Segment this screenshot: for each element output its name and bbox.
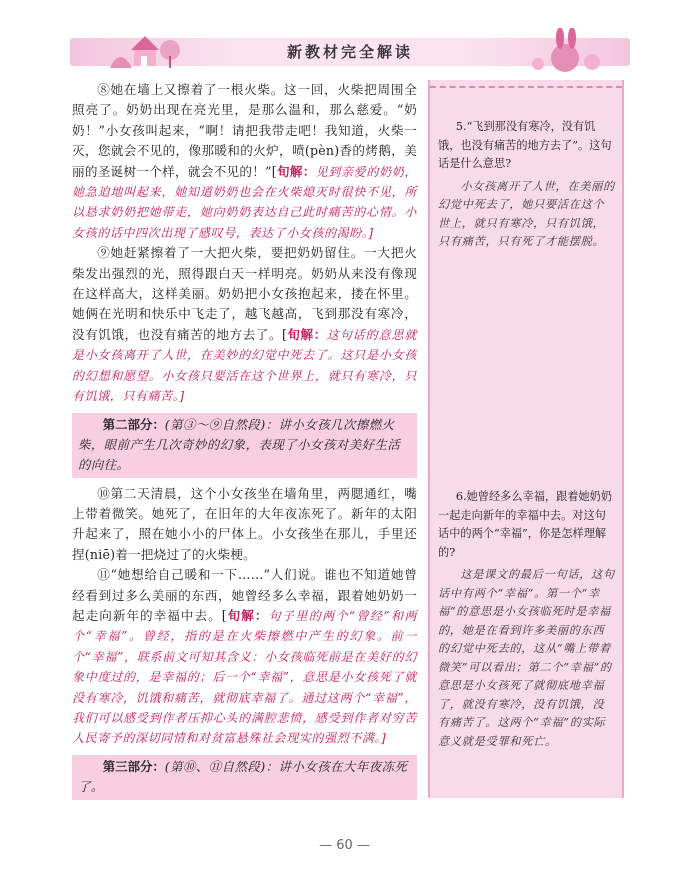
- answer-text: 小女孩离开了人世，在美丽的幻觉中死去了，她只要活在这个世上，就只有寒冷，只有饥饿，只有痛苦，只有死了才能摆脱。: [438, 179, 615, 248]
- page-header: [70, 28, 630, 74]
- annotation-label: 旬解：: [226, 607, 269, 623]
- paragraph-11: [72, 565, 417, 749]
- part-text: (第③～⑨自然段)：讲小女孩几次擦燃火柴，眼前产生几次奇妙的幻象，表现了小女孩对美好生活的向往。: [78, 416, 401, 472]
- paragraph-text: ⑨她赶紧擦着了一大把火柴，要把奶奶留住。一大把火柴发出强烈的光，照得跟白天一样明亮。奶奶从来没有像现在这样高大，这样美丽。奶奶把小女孩抱起来，搂在怀里。她俩在光明和快乐中飞走了，越飞越高，飞到那没有寒冷，没有饥饿，也没有痛苦的地方去了。[: [72, 245, 417, 342]
- part-label: 第二部分：: [102, 416, 165, 432]
- part-label: 第三部分：: [102, 758, 165, 774]
- part-two-summary: [72, 413, 417, 478]
- annotation-text: 这句话的意思就是小女孩离开了人世，在美妙的幻觉中死去了。这只是小女孩的幻想和愿望。小女孩只要活在这个世界上，就只有寒冷，只有饥饿，只有痛苦。]: [72, 327, 417, 404]
- sidebar-dashed-divider: [430, 86, 622, 88]
- sidebar-question-6: [438, 488, 616, 751]
- part-text: (第⑩、⑪自然段)：讲小女孩在大年夜冻死了。: [78, 758, 408, 794]
- annotation-label: 旬解：: [287, 326, 327, 342]
- page-number: — 60 —: [319, 838, 370, 853]
- annotation-text: 句子里的两个“曾经”和两个“幸福”。曾经，指的是在火柴擦燃中产生的幻象。前一个“幸福”，联系前文可知其含义：小女孩临死前是在美好的幻象中度过的，是幸福的；后一个“幸福”，意思是小女孩死了就没有寒冷，饥饿和痛苦，就彻底幸福了。通过这两个“幸福”，我们可以感受到作者压抑心头的满腔悲愤，感受到作者对穷苦人民寄予的深切同情和对贫富悬殊社会现实的强烈不满。]: [72, 608, 417, 746]
- paragraph-9: [72, 243, 417, 406]
- page-title: 新教材完全解读: [286, 43, 413, 61]
- paragraph-text: ⑧她在墙上又擦着了一根火柴。这一回，火柴把周围全照亮了。奶奶出现在亮光里，是那么温和，那么慈爱。“奶奶！”小女孩叫起来，“啊！请把我带走吧！我知道，火柴一灭，您就会不见的，像那暖和的火炉，喷(pèn)香的烤鹅，美丽的圣诞树一个样，就会不见的！”[: [72, 82, 417, 179]
- sidebar-question-5: [438, 118, 616, 252]
- question-text: 6.她曾经多么幸福，跟着她奶奶一起走向新年的幸福中去。对这句话中的两个“幸福”，你是怎样理解的?: [438, 490, 613, 559]
- paragraph-8: [72, 80, 417, 243]
- question-text: 5.“飞到那没有寒冷，没有饥饿，也没有痛苦的地方去了”。这句话是什么意思?: [438, 120, 612, 170]
- part-three-summary: [72, 755, 417, 800]
- paragraph-text: ⑪“她想给自己暖和一下……”人们说。谁也不知道她曾经看到过多么美丽的东西，她曾经多么幸福，跟着她奶奶一起走向新年的幸福中去。[: [72, 567, 417, 623]
- main-text-column: [72, 80, 417, 806]
- annotation-text: 见到亲爱的奶奶，她急迫地叫起来，她知道奶奶也会在火柴熄灭时很快不见，所以恳求奶奶把她带走，她向奶奶表达自己此时痛苦的心情。小女孩的话中四次出现了感叹号，表达了小女孩的渴盼。]: [72, 164, 417, 240]
- answer-text: 这是课文的最后一句话，这句话中有两个“幸福”。第一个“幸福”的意思是小女孩临死时是幸福的，她是在看到许多美丽的东西的幻觉中死去的，这从“嘴上带着微笑”可以看出；第二个“幸福”的意思是小女孩死了就彻底地幸福了，就没有寒冷，没有饥饿，没有痛苦了。这两个“幸福”的实际意义就是受罪和死亡。: [438, 568, 615, 748]
- paragraph-10: [72, 484, 417, 566]
- paragraph-text: ⑩第二天清晨，这个小女孩坐在墙角里，两腮通红，嘴上带着微笑。她死了，在旧年的大年夜冻死了。新年的太阳升起来了，照在她小小的尸体上。小女孩坐在那儿，手里还捏(niē)着一把烧过了的火柴梗。: [72, 485, 417, 562]
- annotation-label: 旬解：: [276, 163, 316, 179]
